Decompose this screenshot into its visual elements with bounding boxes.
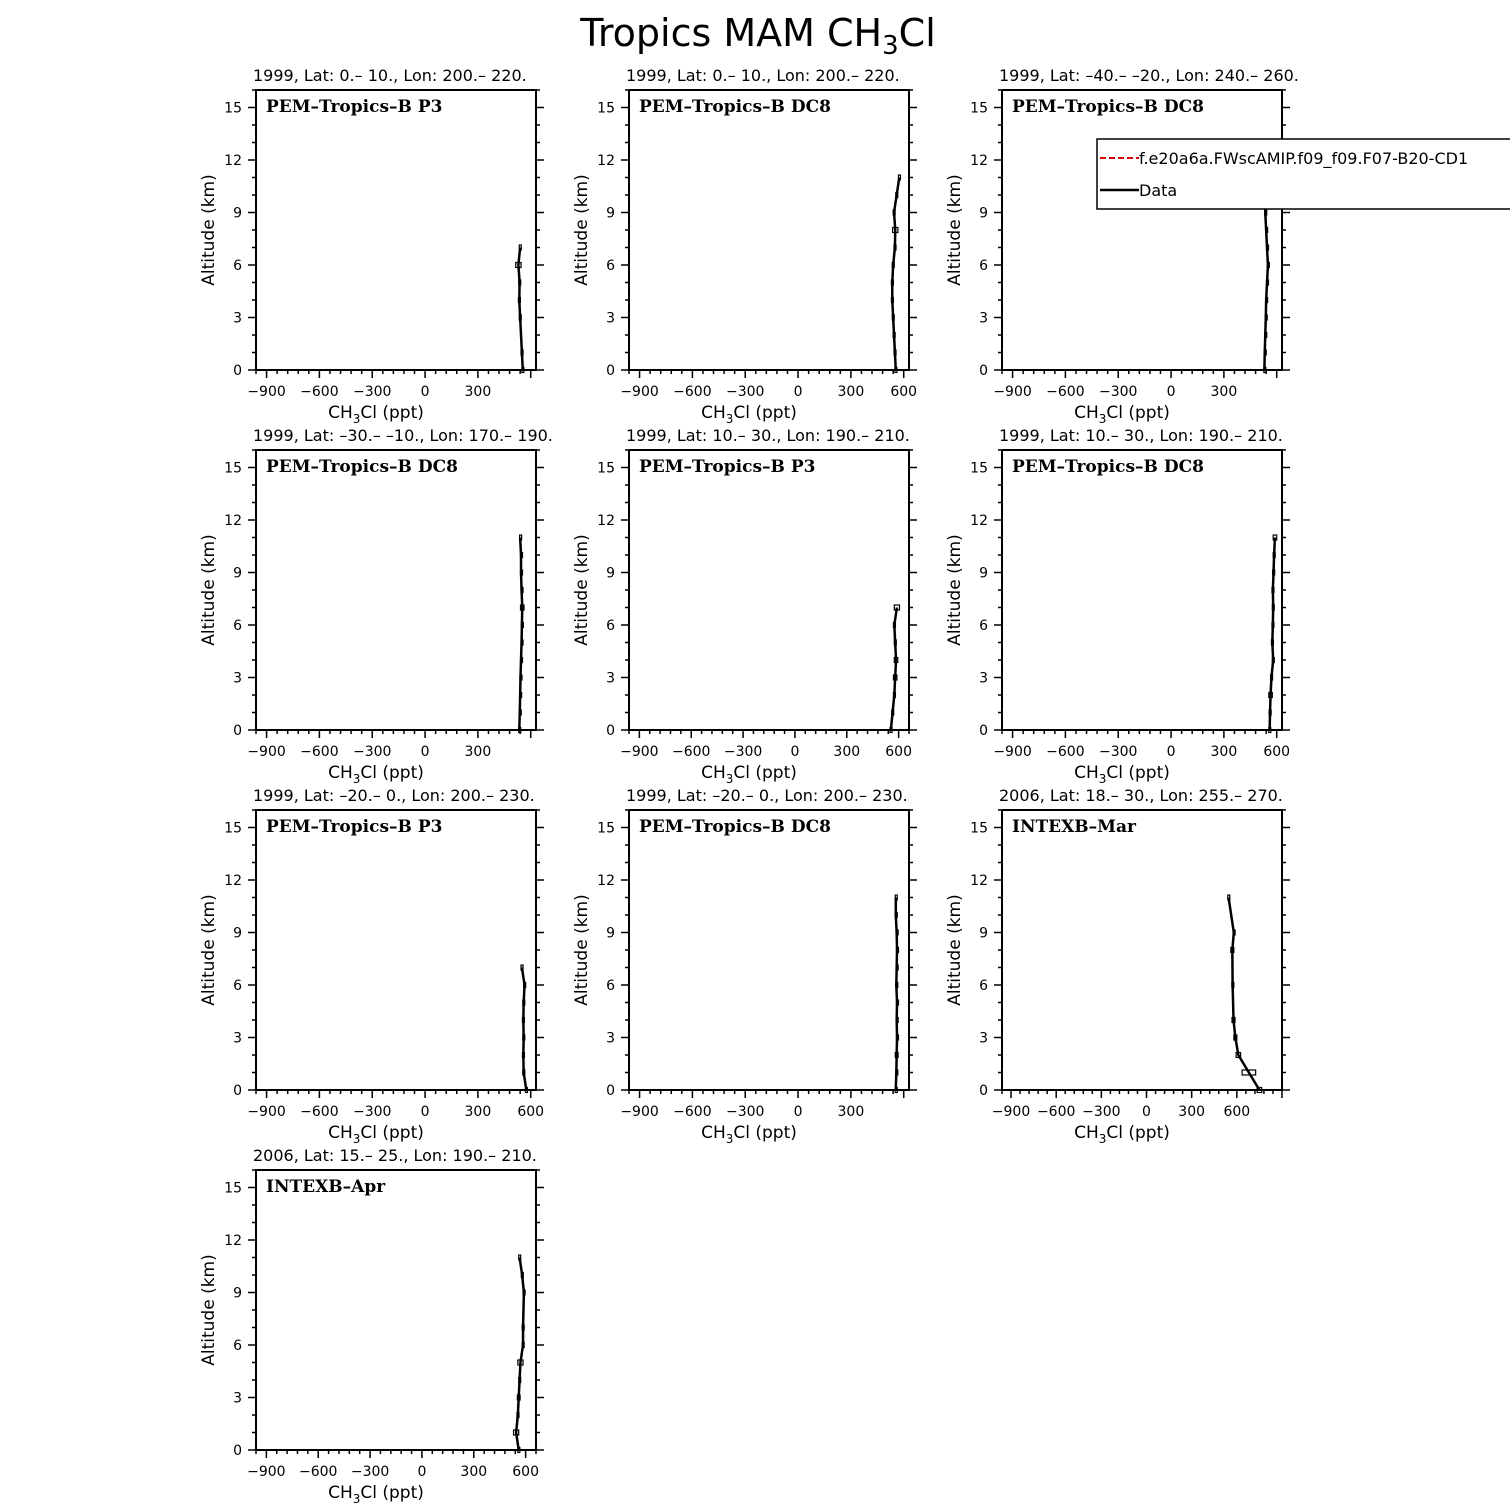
y-tick-label: 3: [233, 1030, 242, 1047]
panel-title: 1999, Lat: 0.– 10., Lon: 200.– 220.: [253, 66, 527, 85]
y-tick-label: 12: [224, 153, 242, 169]
y-tick-label: 0: [606, 1083, 615, 1099]
x-tick-label: −900: [620, 384, 659, 400]
y-axis-label: Altitude (km): [199, 174, 219, 286]
x-tick-label: −600: [1046, 384, 1085, 400]
x-axis-label-prefix: CH: [701, 763, 726, 783]
chart-panel: [199, 66, 544, 426]
panel-campaign-label: PEM–Tropics–B DC8: [639, 817, 831, 837]
x-tick-label: 0: [793, 1104, 803, 1120]
y-tick-label: 15: [970, 100, 988, 117]
panel-campaign-label: INTEXB–Apr: [266, 1177, 386, 1197]
x-axis-label-sub: 3: [352, 1132, 361, 1146]
figure-title: [579, 11, 936, 61]
chart-panel: [945, 786, 1290, 1146]
panel-campaign-label: PEM–Tropics–B DC8: [1012, 457, 1204, 477]
plot-frame: [256, 1170, 536, 1450]
x-axis-label-sub: 3: [352, 412, 361, 426]
x-tick-label: −600: [1036, 1104, 1076, 1120]
data-series-line: [896, 898, 897, 1091]
x-tick-label: −300: [1098, 384, 1138, 400]
x-tick-label: 0: [420, 1104, 430, 1120]
x-axis-label-prefix: CH: [701, 403, 726, 423]
x-axis-label-suffix: Cl (ppt): [733, 1123, 797, 1143]
x-axis-label-suffix: Cl (ppt): [733, 763, 797, 783]
chart-panel: [945, 426, 1290, 786]
x-tick-label: −600: [673, 384, 712, 400]
y-tick-label: 15: [970, 460, 988, 477]
panel-campaign-label: INTEXB–Mar: [1012, 817, 1136, 837]
x-tick-label: −900: [993, 384, 1032, 400]
legend: [1097, 139, 1510, 209]
x-tick-label: −900: [991, 1104, 1031, 1120]
x-tick-label: 300: [1210, 744, 1238, 760]
x-axis-label-sub: 3: [725, 772, 734, 786]
x-tick-label: 0: [1142, 1104, 1151, 1120]
y-tick-label: 3: [233, 310, 242, 327]
x-tick-label: 600: [517, 1104, 545, 1120]
x-axis-label-suffix: Cl (ppt): [360, 763, 424, 783]
x-tick-label: −900: [247, 1104, 286, 1120]
x-tick-label: −600: [300, 744, 339, 760]
panel-title: 1999, Lat: –20.– 0., Lon: 200.– 230.: [626, 786, 908, 805]
y-axis-label: Altitude (km): [945, 534, 965, 646]
y-tick-label: 15: [224, 460, 242, 477]
x-axis-label: [328, 1483, 424, 1506]
x-axis-label-suffix: Cl (ppt): [1106, 763, 1170, 783]
x-tick-label: −300: [1082, 1104, 1121, 1120]
x-axis-label-sub: 3: [352, 1492, 361, 1506]
figure-title-sub: 3: [882, 31, 899, 61]
x-axis-label-prefix: CH: [328, 763, 353, 783]
x-axis-label-sub: 3: [725, 1132, 734, 1146]
x-tick-label: 300: [464, 384, 492, 400]
x-axis-label: [701, 403, 797, 426]
x-axis-label: [328, 763, 424, 786]
y-tick-label: 9: [233, 925, 242, 942]
x-tick-label: 0: [420, 384, 430, 400]
panel-title: 1999, Lat: 10.– 30., Lon: 190.– 210.: [626, 426, 910, 445]
y-tick-label: 0: [233, 1083, 242, 1099]
x-tick-label: −600: [300, 1104, 339, 1120]
y-tick-label: 6: [233, 258, 242, 274]
x-tick-label: 600: [1263, 744, 1291, 760]
panel-campaign-label: PEM–Tropics–B DC8: [266, 457, 458, 477]
x-axis-label-sub: 3: [1098, 772, 1107, 786]
y-tick-label: 6: [979, 618, 988, 634]
x-tick-label: −900: [993, 744, 1032, 760]
plot-frame: [629, 810, 909, 1090]
data-series-line: [892, 178, 899, 371]
y-tick-label: 15: [224, 820, 242, 837]
y-tick-label: 9: [979, 205, 988, 222]
x-axis-label-suffix: Cl (ppt): [733, 403, 797, 423]
y-tick-label: 9: [233, 205, 242, 222]
x-axis-label-sub: 3: [1098, 412, 1107, 426]
y-tick-label: 3: [606, 670, 615, 687]
legend-model-label: f.e20a6a.FWscAMIP.f09_f09.F07-B20-CD1: [1139, 149, 1469, 168]
panel-title: 1999, Lat: 0.– 10., Lon: 200.– 220.: [626, 66, 900, 85]
y-tick-label: 6: [606, 258, 615, 274]
y-tick-label: 12: [224, 1233, 242, 1249]
x-axis-label-sub: 3: [352, 772, 361, 786]
x-tick-label: −600: [1046, 744, 1085, 760]
x-tick-label: 300: [837, 384, 865, 400]
data-series-line: [516, 1258, 524, 1451]
x-axis-label-suffix: Cl (ppt): [360, 1123, 424, 1143]
y-tick-label: 15: [597, 460, 615, 477]
x-tick-label: 300: [460, 1464, 488, 1480]
y-tick-label: 6: [979, 978, 988, 994]
y-tick-label: 0: [233, 723, 242, 739]
x-tick-label: −900: [247, 384, 286, 400]
y-axis-label: Altitude (km): [572, 174, 592, 286]
y-tick-label: 6: [979, 258, 988, 274]
y-tick-label: 15: [597, 820, 615, 837]
y-axis-label: Altitude (km): [572, 894, 592, 1006]
y-tick-label: 0: [979, 723, 988, 739]
panel-title: 1999, Lat: –20.– 0., Lon: 200.– 230.: [253, 786, 535, 805]
chart-panel: [199, 426, 553, 786]
x-tick-label: −600: [298, 1464, 338, 1480]
plot-frame: [256, 450, 536, 730]
panel-title: 2006, Lat: 18.– 30., Lon: 255.– 270.: [999, 786, 1283, 805]
y-tick-label: 12: [224, 513, 242, 529]
plot-frame: [629, 90, 909, 370]
plot-frame: [1002, 450, 1282, 730]
x-tick-label: −900: [620, 744, 659, 760]
y-tick-label: 3: [233, 1390, 242, 1407]
x-tick-label: −300: [352, 384, 392, 400]
panel-title: 2006, Lat: 15.– 25., Lon: 190.– 210.: [253, 1146, 537, 1165]
panels-group: [199, 66, 1299, 1506]
x-tick-label: −300: [725, 384, 765, 400]
data-series-line: [1229, 898, 1260, 1091]
x-tick-label: −900: [247, 744, 286, 760]
x-axis-label: [328, 1123, 424, 1146]
y-tick-label: 12: [597, 873, 615, 889]
y-axis-label: Altitude (km): [945, 894, 965, 1006]
y-tick-label: 9: [979, 925, 988, 942]
x-tick-label: −300: [1098, 744, 1138, 760]
y-tick-label: 6: [233, 978, 242, 994]
x-tick-label: −600: [673, 1104, 712, 1120]
plot-frame: [1002, 90, 1282, 370]
y-axis-label: Altitude (km): [572, 534, 592, 646]
y-tick-label: 3: [979, 670, 988, 687]
x-tick-label: 0: [790, 744, 800, 760]
y-tick-label: 12: [970, 513, 988, 529]
x-tick-label: −300: [352, 744, 392, 760]
y-tick-label: 0: [233, 1443, 242, 1459]
panel-title: 1999, Lat: –30.– –10., Lon: 170.– 190.: [253, 426, 553, 445]
y-tick-label: 3: [606, 1030, 615, 1047]
chart-panel: [199, 786, 544, 1146]
chart-panel: [572, 426, 917, 786]
y-axis-label: Altitude (km): [945, 174, 965, 286]
y-tick-label: 15: [597, 100, 615, 117]
y-tick-label: 12: [597, 153, 615, 169]
y-tick-label: 0: [979, 363, 988, 379]
y-tick-label: 6: [606, 978, 615, 994]
panel-campaign-label: PEM–Tropics–B DC8: [639, 97, 831, 117]
panel-campaign-label: PEM–Tropics–B P3: [639, 457, 816, 477]
x-tick-label: −300: [723, 744, 763, 760]
x-axis-label-suffix: Cl (ppt): [1106, 1123, 1170, 1143]
x-tick-label: −300: [725, 1104, 765, 1120]
figure-title-tail: Cl: [898, 11, 936, 55]
panel-title: 1999, Lat: 10.– 30., Lon: 190.– 210.: [999, 426, 1283, 445]
y-tick-label: 0: [606, 723, 615, 739]
figure-title-main: Tropics MAM CH: [580, 11, 883, 55]
x-tick-label: −900: [620, 1104, 659, 1120]
x-tick-label: 300: [837, 1104, 865, 1120]
y-tick-label: 3: [606, 310, 615, 327]
y-tick-label: 9: [233, 1285, 242, 1302]
x-tick-label: 600: [1223, 1104, 1251, 1120]
x-tick-label: −300: [352, 1104, 392, 1120]
x-tick-label: −300: [350, 1464, 390, 1480]
chart-panel: [572, 786, 917, 1146]
x-axis-label: [1074, 763, 1170, 786]
x-tick-label: 300: [833, 744, 861, 760]
x-axis-label-suffix: Cl (ppt): [1106, 403, 1170, 423]
y-axis-label: Altitude (km): [199, 534, 219, 646]
panel-campaign-label: PEM–Tropics–B P3: [266, 817, 443, 837]
plot-frame: [629, 450, 909, 730]
panel-campaign-label: PEM–Tropics–B P3: [266, 97, 443, 117]
plot-frame: [256, 90, 536, 370]
x-tick-label: −600: [671, 744, 711, 760]
y-tick-label: 9: [979, 565, 988, 582]
y-tick-label: 0: [979, 1083, 988, 1099]
x-tick-label: −900: [247, 1464, 286, 1480]
y-tick-label: 12: [224, 873, 242, 889]
y-axis-label: Altitude (km): [199, 894, 219, 1006]
x-tick-label: 300: [1178, 1104, 1206, 1120]
x-tick-label: 300: [464, 744, 492, 760]
x-tick-label: 0: [1166, 384, 1176, 400]
y-tick-label: 12: [970, 153, 988, 169]
y-tick-label: 15: [224, 1180, 242, 1197]
y-tick-label: 0: [233, 363, 242, 379]
x-tick-label: 600: [885, 744, 912, 760]
x-tick-label: 0: [417, 1464, 427, 1480]
x-axis-label: [701, 1123, 797, 1146]
x-tick-label: 0: [420, 744, 430, 760]
chart-panel: [572, 66, 917, 426]
y-tick-label: 0: [606, 363, 615, 379]
x-axis-label-sub: 3: [725, 412, 734, 426]
legend-data-label: Data: [1139, 181, 1178, 200]
x-axis-label-suffix: Cl (ppt): [360, 403, 424, 423]
x-axis-label-sub: 3: [1098, 1132, 1107, 1146]
y-tick-label: 3: [979, 310, 988, 327]
data-series-line: [1270, 538, 1275, 731]
y-tick-label: 9: [606, 925, 615, 942]
y-tick-label: 3: [233, 670, 242, 687]
data-series-line: [519, 538, 522, 731]
x-tick-label: 600: [890, 384, 918, 400]
x-axis-label: [701, 763, 797, 786]
x-axis-label-prefix: CH: [1074, 1123, 1099, 1143]
y-axis-label: Altitude (km): [199, 1254, 219, 1366]
panel-title: 1999, Lat: –40.– –20., Lon: 240.– 260.: [999, 66, 1299, 85]
x-axis-label-prefix: CH: [1074, 403, 1099, 423]
chart-panel: [945, 66, 1299, 426]
x-axis-label-suffix: Cl (ppt): [360, 1483, 424, 1503]
plot-frame: [1002, 810, 1282, 1090]
plot-frame: [256, 810, 536, 1090]
x-axis-label-prefix: CH: [328, 403, 353, 423]
y-tick-label: 9: [606, 205, 615, 222]
x-tick-label: 300: [464, 1104, 492, 1120]
x-axis-label-prefix: CH: [1074, 763, 1099, 783]
y-tick-label: 3: [979, 1030, 988, 1047]
x-axis-label: [328, 403, 424, 426]
y-tick-label: 9: [606, 565, 615, 582]
x-tick-label: −600: [300, 384, 339, 400]
y-tick-label: 12: [597, 513, 615, 529]
y-tick-label: 6: [606, 618, 615, 634]
x-axis-label: [1074, 403, 1170, 426]
y-tick-label: 6: [233, 618, 242, 634]
y-tick-label: 9: [233, 565, 242, 582]
x-tick-label: 0: [793, 384, 803, 400]
x-axis-label: [1074, 1123, 1170, 1146]
x-axis-label-prefix: CH: [701, 1123, 726, 1143]
y-tick-label: 15: [224, 100, 242, 117]
y-tick-label: 12: [970, 873, 988, 889]
y-tick-label: 6: [233, 1338, 242, 1354]
x-axis-label-prefix: CH: [328, 1483, 353, 1503]
x-axis-label-prefix: CH: [328, 1123, 353, 1143]
x-tick-label: 600: [512, 1464, 539, 1480]
chart-panel: [199, 1146, 544, 1506]
panel-campaign-label: PEM–Tropics–B DC8: [1012, 97, 1204, 117]
x-tick-label: 0: [1166, 744, 1176, 760]
y-tick-label: 15: [970, 820, 988, 837]
x-tick-label: 300: [1210, 384, 1238, 400]
